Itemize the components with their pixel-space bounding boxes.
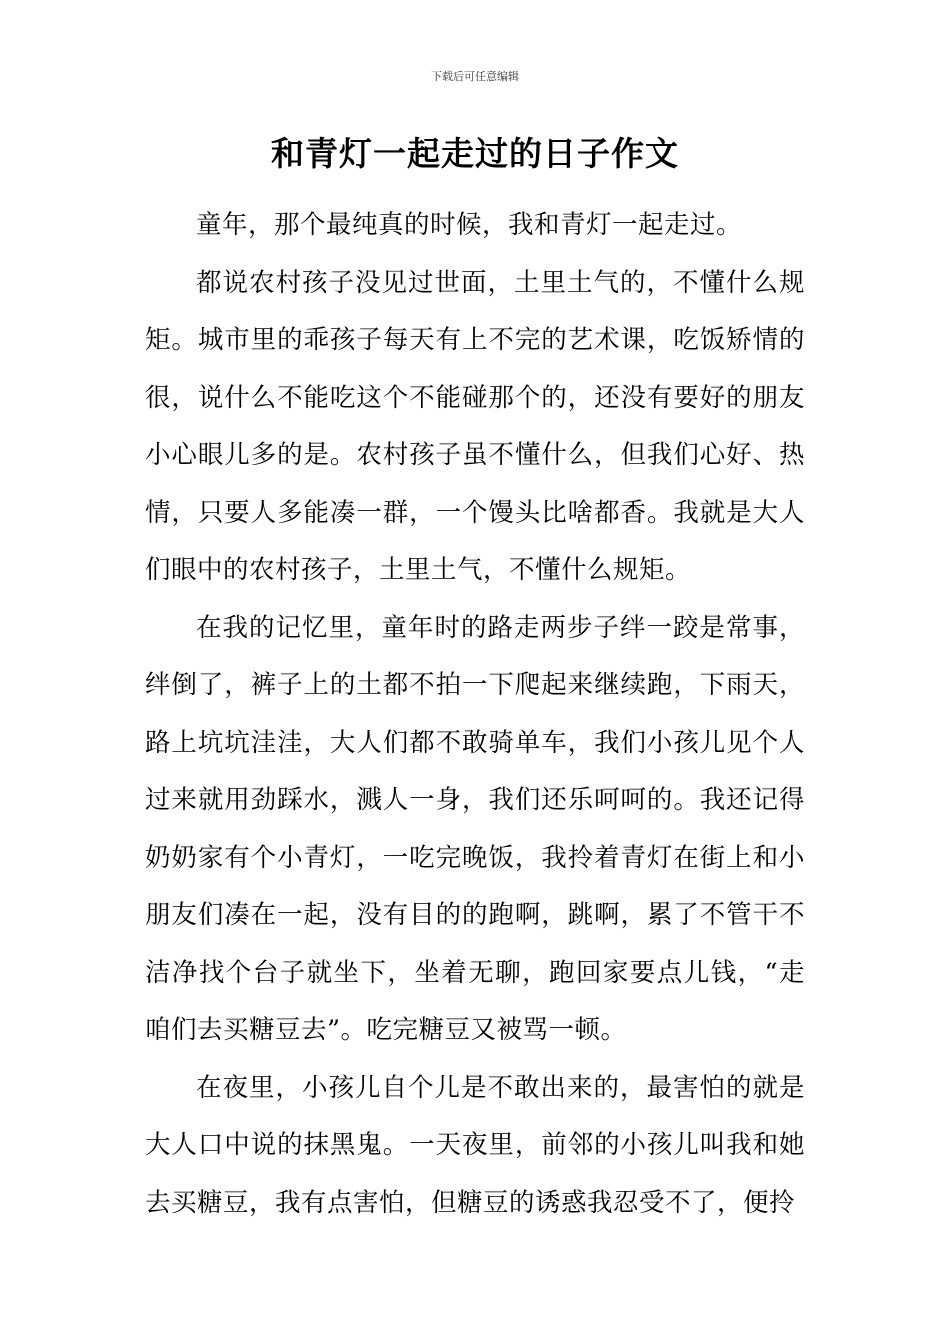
paragraph-1: 童年，那个最纯真的时候，我和青灯一起走过。 [196, 210, 743, 240]
paragraph-2: 都说农村孩子没见过世面，土里土气的，不懂什么规矩。城市里的乖孩子每天有上不完的艺术课，吃饭矫情的很，说什么不能吃这个不能碰那个的，还没有要好的朋友小心眼儿多的是。农村孩子虽不懂什么，但我们心好、热情，只要人多能凑一群，一个馒头比啥都香。我就是大人们眼中的农村孩子，土里土气，不懂什么规矩。 [145, 267, 805, 585]
paragraph-3: 在我的记忆里，童年时的路走两步子绊一跤是常事，绊倒了，裤子上的土都不拍一下爬起来继续跑，下雨天，路上坑坑洼洼，大人们都不敢骑单车，我们小孩儿见个人过来就用劲踩水，溅人一身，我们还乐呵呵的。我还记得奶奶家有个小青灯，一吃完晚饭，我拎着青灯在街上和小朋友们凑在一起，没有目的的跑啊，跳啊，累了不管干不洁净找个台子就坐下，坐着无聊，跑回家要点儿钱，“走咱们去买糖豆去”。吃完糖豆又被骂一顿。 [145, 612, 805, 1045]
document-body [145, 197, 805, 1232]
header-note: 下载后可任意编辑 [431, 70, 519, 83]
paragraph-4: 在夜里，小孩儿自个儿是不敢出来的，最害怕的就是大人口中说的抹黑鬼。一天夜里，前邻的小孩儿叫我和她去买糖豆，我有点害怕，但糖豆的诱惑我忍受不了，便拎 [145, 1072, 805, 1218]
document-title: 和青灯一起走过的日子作文 [271, 134, 679, 173]
